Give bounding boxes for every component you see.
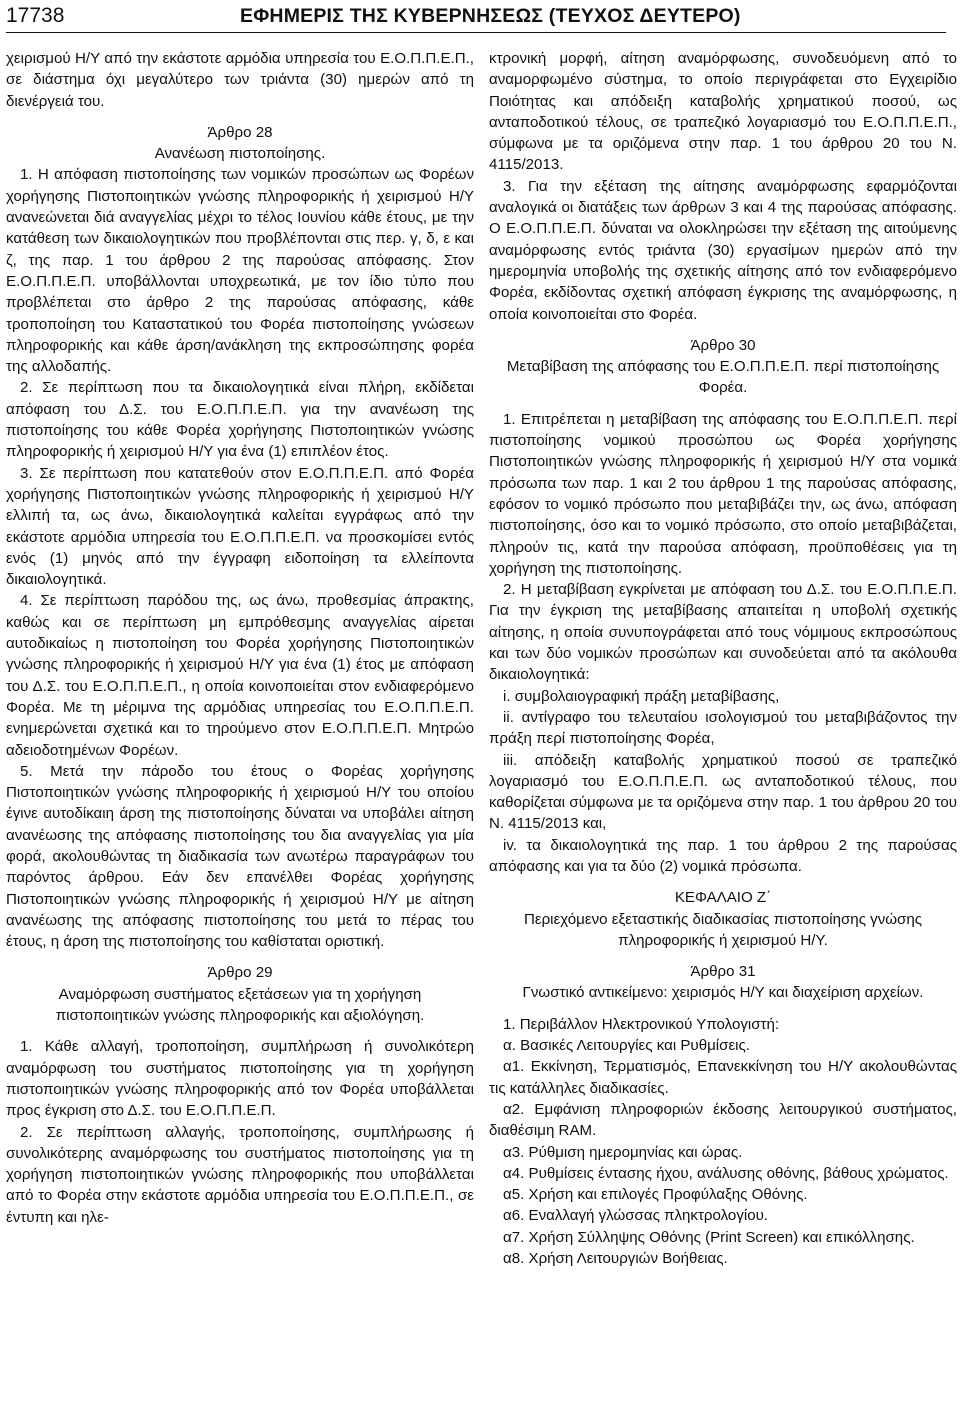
article-29-title: Άρθρο 29 xyxy=(207,964,273,982)
paragraph: 5. Μετά την πάροδο του έτους ο Φορέας χορήγησης Πιστοποιητικών γνώσης πληροφορικής ή χειρισμού Η/Υ του οποίου έγινε αυτοδίκαιη άρση της πιστοποίησης δύναται να υποβάλει αίτηση ανανέωσης της απόφασης πιστοποίησης του δια αναγγελίας για μία φορά, ακολουθώντας τη διαδικασία των ανωτέρω παραγράφων του παρόντος άρθρου. Εάν δεν επανέλθει Φορέας χορήγησης Πιστοποιητικών γνώσης πληροφορικής ή χειρισμού Η/Υ με αίτηση ανανέωσης της απόφασης πιστοποίησης του μετά το πέρας του έτους, η άρση της πιστοποίησης του καθίσταται οριστική. xyxy=(6,762,474,951)
list-item: iii. απόδειξη καταβολής χρηματικού ποσού σε τραπεζικό λογαριασμό του Ε.Ο.Π.Π.Ε.Π. ως ανταποδοτικού τέλους, που καθορίζεται σύμφωνα με τα οριζόμενα στην παρ. 1 του άρθρου 20 του Ν. 4115/2013 και, xyxy=(489,751,957,833)
list-item: α2. Εμφάνιση πληροφοριών έκδοσης λειτουργικού συστήματος, διαθέσιμη RAM. xyxy=(489,1100,957,1140)
article-28-title: Άρθρο 28 xyxy=(207,123,273,141)
list-item: 1. Περιβάλλον Ηλεκτρονικού Υπολογιστή: xyxy=(503,1015,780,1033)
article-31-title: Άρθρο 31 xyxy=(690,963,756,981)
paragraph: 3. Σε περίπτωση που κατατεθούν στον Ε.Ο.Π.Π.Ε.Π. από Φορέα χορήγησης Πιστοποιητικών γνώσης πληροφορικής ή χειρισμού Η/Υ ελλιπή τα, ως άνω, δικαιολογητικά καλείται εγγράφως από την εκάστοτε αρμόδια υπηρεσία του Ε.Ο.Π.Π.Ε.Π. να προσκομίσει εντός ενός (1) μηνός από την έγγραφη ειδοποίηση τα ελλείποντα δικαιολογητικά. xyxy=(6,464,474,589)
right-column xyxy=(489,48,957,1269)
page-number: 17738 xyxy=(6,4,65,27)
page-header xyxy=(6,2,946,33)
chapter-subtitle: Περιεχόμενο εξεταστικής διαδικασίας πιστοποίησης γνώσης πληροφορικής ή χειρισμού Η/Υ. xyxy=(523,910,923,949)
list-item: iv. τα δικαιολογητικά της παρ. 1 του άρθρου 2 της παρούσας απόφασης και για τα δύο (2) νομικά πρόσωπα. xyxy=(489,836,957,875)
list-item: α1. Εκκίνηση, Τερματισμός, Επανεκκίνηση του Η/Υ ακολουθώντας τις κατάλληλες διαδικασίες. xyxy=(489,1058,957,1097)
article-28-subtitle: Ανανέωση πιστοποίησης. xyxy=(154,145,326,163)
list-item: ii. αντίγραφο του τελευταίου ισολογισμού του μεταβιβάζοντος την πράξη περί πιστοποίησης Φορέα, xyxy=(489,708,957,748)
list-item: α5. Χρήση και επιλογές Προφύλαξης Οθόνης. xyxy=(503,1186,808,1204)
article-31-subtitle: Γνωστικό αντικείμενο: χειρισμός Η/Υ και διαχείριση αρχείων. xyxy=(522,984,924,1002)
article-30-title: Άρθρο 30 xyxy=(690,336,756,354)
list-item: α3. Ρύθμιση ημερομηνίας και ώρας. xyxy=(503,1143,743,1161)
paragraph: 1. Κάθε αλλαγή, τροποποίηση, συμπλήρωση ή συνολικότερη αναμόρφωση του συστήματος πιστοποίησης για τη χορήγηση πιστοποιητικών γνώσης πληροφορικής από τον Φορέα υποβάλλεται προς έγκριση στο Δ.Σ. του Ε.Ο.Π.Π.Ε.Π. xyxy=(6,1038,474,1120)
paragraph: 4. Σε περίπτωση παρόδου της, ως άνω, προθεσμίας άπρακτης, καθώς και σε περίπτωση μη εμπρόθεσμης αναγγελίας αίρεται αυτοδικαίως η πιστοποίηση του Φορέα χορήγησης Πιστοποιητικών γνώσης πληροφορικής ή χειρισμού Η/Υ για ένα (1) έτος με απόφαση του Δ.Σ. του Ε.Ο.Π.Π.Ε.Π., η οποία κοινοποιείται στον ενδιαφερόμενο Φορέα. Με τη μέριμνα της αρμόδιας υπηρεσίας του Ε.Ο.Π.Π.Ε.Π. ενημερώνεται σχετικά και το τηρούμενο στον Ε.Ο.Π.Π.Ε.Π. Μητρώο αδειοδοτημένων Φορέων. xyxy=(6,592,474,759)
paragraph: κτρονική μορφή, αίτηση αναμόρφωσης, συνοδευόμενη από το αναμορφωμένο σύστημα, το οποίο περιγράφεται στο Εγχειρίδιο Ποιότητας και απόδειξη καταβολής χρηματικού ποσού, ως ανταποδοτικού τέλους, σε τραπεζικό λογαριασμό του Ε.Ο.Π.Π.Ε.Π., σύμφωνα με τα οριζόμενα στην παρ. 1 του άρθρου 20 του Ν. 4115/2013. xyxy=(489,50,957,174)
journal-title: ΕΦΗΜΕΡΙΣ ΤΗΣ ΚΥΒΕΡΝΗΣΕΩΣ (ΤΕΥΧΟΣ ΔΕΥΤΕΡΟ) xyxy=(240,5,741,27)
article-30-subtitle: Μεταβίβαση της απόφασης του Ε.Ο.Π.Π.Ε.Π. περί πιστοποίησης Φορέα. xyxy=(506,358,940,397)
left-column xyxy=(6,48,474,1228)
paragraph: 2. Η μεταβίβαση εγκρίνεται με απόφαση του Δ.Σ. του Ε.Ο.Π.Π.Ε.Π. Για την έγκριση της μεταβίβασης απαιτείται η υποβολή σχετικής αίτησης, η οποία συνυπογράφεται από τους νόμιμους εκπροσώπους και των δύο νομικών προσώπων και συνοδεύεται από τα ακόλουθα δικαιολογητικά: xyxy=(489,581,957,684)
list-item: α8. Χρήση Λειτουργιών Βοήθειας. xyxy=(503,1250,728,1268)
list-item: α6. Εναλλαγή γλώσσας πληκτρολογίου. xyxy=(503,1207,769,1225)
paragraph: 2. Σε περίπτωση που τα δικαιολογητικά είναι πλήρη, εκδίδεται απόφαση του Δ.Σ. του Ε.Ο.Π.Π.Ε.Π. για την ανανέωση της πιστοποίησης του κάθε Φορέα χορήγησης Πιστοποιητικών γνώσης πληροφορικής ή χειρισμού Η/Υ για ένα (1) επιπλέον έτος. xyxy=(6,379,474,461)
article-29-subtitle: Αναμόρφωση συστήματος εξετάσεων για τη χορήγηση πιστοποιητικών γνώσης πληροφορικής και αξιολόγηση. xyxy=(55,985,425,1025)
list-item: α. Βασικές Λειτουργίες και Ρυθμίσεις. xyxy=(503,1037,750,1055)
list-item: i. συμβολαιογραφική πράξη μεταβίβασης, xyxy=(503,687,780,705)
list-item: α7. Χρήση Σύλληψης Οθόνης (Print Screen) και επικόλλησης. xyxy=(503,1228,915,1246)
list-item: α4. Ρυθμίσεις έντασης ήχου, ανάλυσης οθόνης, βάθους χρώματος. xyxy=(503,1164,949,1182)
paragraph: 1. Η απόφαση πιστοποίησης των νομικών προσώπων ως Φορέων χορήγησης Πιστοποιητικών γνώσης πληροφορικής ή χειρισμού Η/Υ ανανεώνεται διά αναγγελίας μέχρι το τέλος Ιουνίου κάθε έτους, με την κατάθεση των δικαιολογητικών που προβλέπονται στις περ. γ, δ, ε και ζ, της παρ. 1 του άρθρου 2 της παρούσας απόφασης. Στον Ε.Ο.Π.Π.Ε.Π. υποβάλλονται υποχρεωτικά, με τον ίδιο τύπο που προβλέπεται στο άρθρο 2 της παρούσας απόφασης, κάθε τροποποίηση του Καταστατικού του Φορέα πιστοποίησης γνώσεων πληροφορικής και κάθε άρση/ανάκληση της εκπροσώπησης φορέα της αλλοδαπής. xyxy=(6,166,474,376)
chapter-title: ΚΕΦΑΛΑΙΟ Ζ΄ xyxy=(674,889,772,907)
paragraph: χειρισμού Η/Υ από την εκάστοτε αρμόδια υπηρεσία του Ε.Ο.Π.Π.Ε.Π., σε διάστημα όχι μεγαλύτερο των τριάντα (30) ημερών από τη διενέργειά του. xyxy=(6,50,474,110)
paragraph: 3. Για την εξέταση της αίτησης αναμόρφωσης εφαρμόζονται αναλογικά οι διατάξεις των άρθρων 3 και 4 της παρούσας απόφασης. Ο Ε.Ο.Π.Π.Ε.Π. δύναται να ολοκληρώσει την εξέταση της αιτούμενης αναμόρφωσης εντός τριάντα (30) εργασίμων ημερών από την ημερομηνία υποβολής της σχετικής αίτησης από τον ενδιαφερόμενο Φορέα, εκδίδοντας σχετική απόφαση έγκρισης της αναμόρφωσης, η οποία κοινοποιείται στο Φορέα. xyxy=(489,177,957,323)
paragraph: 2. Σε περίπτωση αλλαγής, τροποποίησης, συμπλήρωσης ή συνολικότερης αναμόρφωσης του συστήματος πιστοποίησης για τη χορήγηση πιστοποιητικών γνώσης πληροφορικής που υποβάλλεται από το Φορέα στην εκάστοτε αρμόδια υπηρεσία του Ε.Ο.Π.Π.Ε.Π., σε έντυπη και ηλε- xyxy=(6,1123,474,1226)
paragraph: 1. Επιτρέπεται η μεταβίβαση της απόφασης του Ε.Ο.Π.Π.Ε.Π. περί πιστοποίησης νομικού προσώπου ως Φορέα χορήγησης Πιστοποιητικών γνώσης πληροφορικής ή χειρισμού Η/Υ στα νομικά πρόσωπα των παρ. 1 και 2 του άρθρου 1 της παρούσας απόφασης, εφόσον το νομικό πρόσωπο που μεταβιβάζει την, ως άνω, απόφαση πιστοποίησης, όσο και το νομικό πρόσωπο, στο οποίο μεταβιβάζεται, πληρούν τις, κατά την παρούσα απόφαση, προϋποθέσεις για τη χορήγηση της πιστοποίησης. xyxy=(489,410,957,577)
